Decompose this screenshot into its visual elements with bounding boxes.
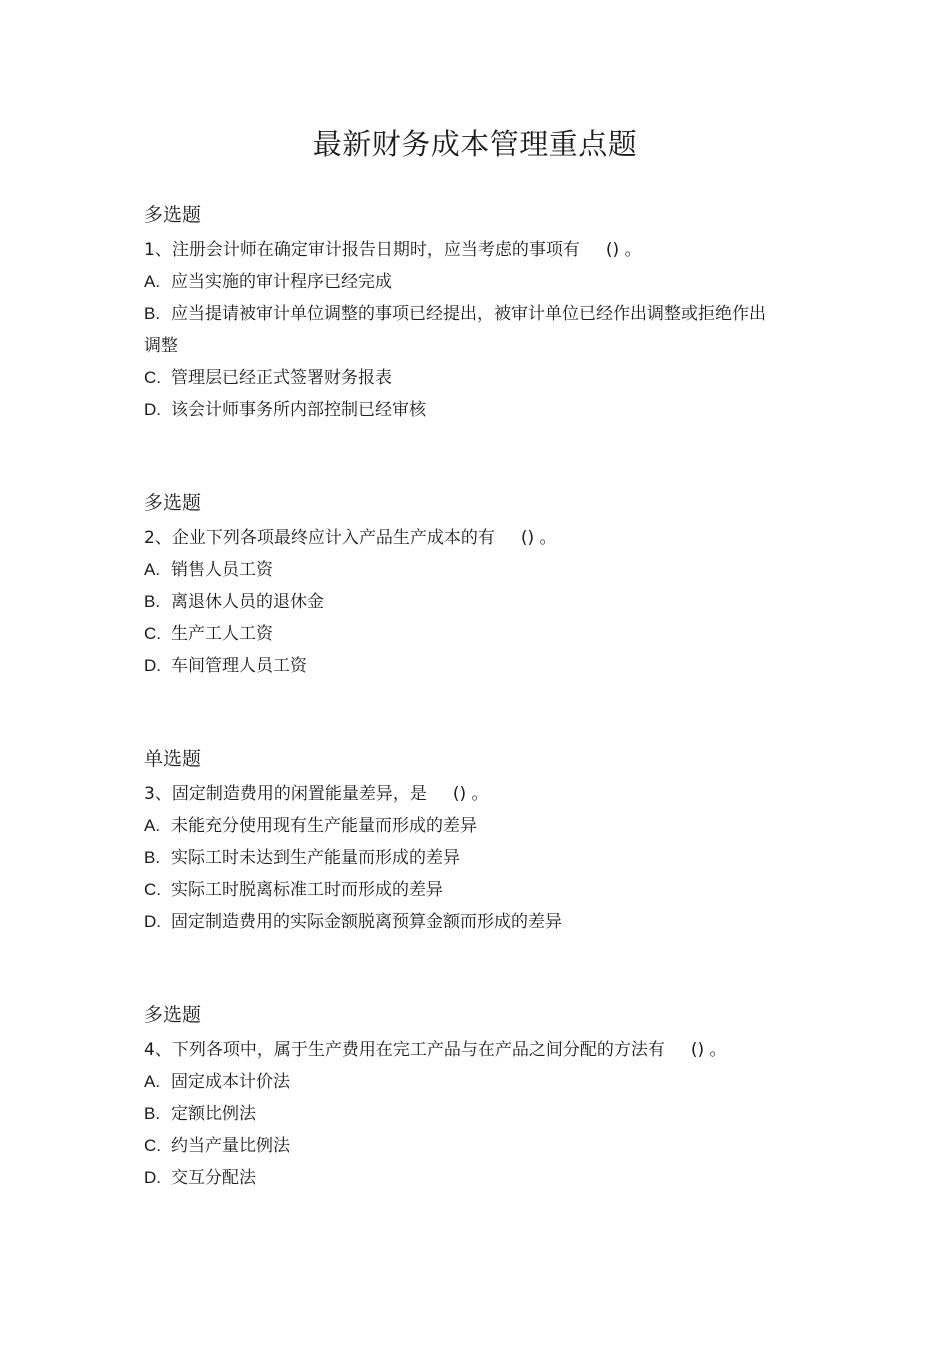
question-type: 多选题: [144, 1004, 202, 1026]
option-d: [144, 394, 784, 426]
option-c: [144, 618, 784, 650]
option-b: [144, 586, 784, 618]
option-letter: D.: [144, 656, 161, 675]
option-letter: C.: [144, 880, 161, 899]
document-title: 最新财务成本管理重点题: [312, 127, 638, 161]
option-letter: C.: [144, 368, 161, 387]
option-b: [144, 842, 784, 874]
question-block: [144, 746, 784, 938]
question-type: 单选题: [144, 748, 202, 770]
option-b: [144, 298, 774, 362]
option-letter: A.: [144, 560, 161, 579]
option-text: 实际工时未达到生产能量而形成的差异: [171, 848, 460, 868]
option-text: 离退休人员的退休金: [171, 592, 324, 612]
answer-blank: () 。: [452, 784, 489, 804]
option-letter: D.: [144, 1168, 161, 1187]
option-letter: A.: [144, 1072, 161, 1091]
question-stem-text: 4、下列各项中，属于生产费用在完工产品与在产品之间分配的方法有: [144, 1040, 665, 1060]
option-d: [144, 906, 784, 938]
option-text: 车间管理人员工资: [171, 656, 307, 676]
question-type: 多选题: [144, 204, 202, 226]
option-text: 生产工人工资: [171, 624, 273, 644]
option-text: 交互分配法: [171, 1168, 256, 1188]
option-letter: C.: [144, 624, 161, 643]
option-d: [144, 650, 784, 682]
question-block: [144, 1002, 784, 1194]
option-text: 销售人员工资: [171, 560, 273, 580]
option-b: [144, 1098, 784, 1130]
option-text: 未能充分使用现有生产能量而形成的差异: [171, 816, 477, 836]
question-stem: [144, 522, 784, 554]
option-letter: B.: [144, 592, 161, 611]
option-a: [144, 810, 784, 842]
question-type: 多选题: [144, 492, 202, 514]
option-text: 实际工时脱离标准工时而形成的差异: [171, 880, 443, 900]
option-text: 定额比例法: [171, 1104, 256, 1124]
answer-blank: () 。: [690, 1040, 727, 1060]
option-letter: A.: [144, 272, 161, 291]
option-letter: D.: [144, 400, 161, 419]
option-c: [144, 874, 784, 906]
question-stem-text: 2、企业下列各项最终应计入产品生产成本的有: [144, 528, 495, 548]
question-stem: [144, 1034, 784, 1066]
option-letter: B.: [144, 848, 161, 867]
option-text: 约当产量比例法: [171, 1136, 290, 1156]
option-letter: D.: [144, 912, 161, 931]
option-text: 应当实施的审计程序已经完成: [171, 272, 392, 292]
option-text: 应当提请被审计单位调整的事项已经提出，被审计单位已经作出调整或拒绝作出调整: [144, 304, 766, 356]
option-letter: B.: [144, 304, 161, 323]
option-a: [144, 554, 784, 586]
option-text: 固定成本计价法: [171, 1072, 290, 1092]
option-c: [144, 1130, 784, 1162]
question-block: [144, 202, 784, 426]
option-text: 管理层已经正式签署财务报表: [171, 368, 392, 388]
question-stem-text: 3、固定制造费用的闲置能量差异，是: [144, 784, 427, 804]
option-d: [144, 1162, 784, 1194]
option-letter: A.: [144, 816, 161, 835]
question-stem: [144, 234, 784, 266]
question-stem: [144, 778, 784, 810]
option-text: 固定制造费用的实际金额脱离预算金额而形成的差异: [171, 912, 562, 932]
question-block: [144, 490, 784, 682]
option-a: [144, 266, 784, 298]
option-letter: C.: [144, 1136, 161, 1155]
question-stem-text: 1、注册会计师在确定审计报告日期时，应当考虑的事项有: [144, 240, 580, 260]
option-a: [144, 1066, 784, 1098]
answer-blank: () 。: [520, 528, 557, 548]
option-text: 该会计师事务所内部控制已经审核: [171, 400, 426, 420]
option-letter: B.: [144, 1104, 161, 1123]
option-c: [144, 362, 784, 394]
answer-blank: () 。: [605, 240, 642, 260]
